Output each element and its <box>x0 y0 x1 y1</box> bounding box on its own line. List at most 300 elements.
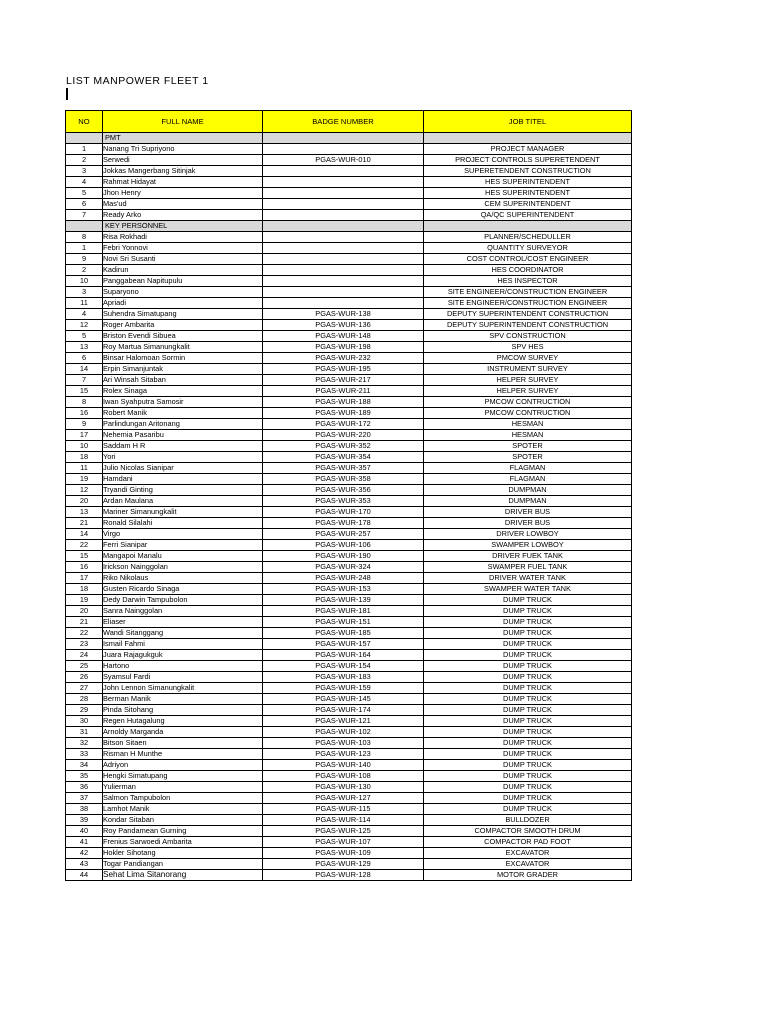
header-row <box>66 111 632 133</box>
table-row <box>66 672 632 683</box>
table-row <box>66 595 632 606</box>
row-full-name: Iwan Syahputra Samosir <box>103 397 263 408</box>
row-job-title: DUMP TRUCK <box>424 617 632 628</box>
row-badge-number: PGAS-WUR-107 <box>263 837 424 848</box>
row-full-name: Mas'ud <box>103 199 263 210</box>
row-job-title: DUMP TRUCK <box>424 628 632 639</box>
table-row <box>66 397 632 408</box>
row-no: 28 <box>66 694 103 705</box>
row-full-name: Sanra Nainggolan <box>103 606 263 617</box>
row-job-title: DUMP TRUCK <box>424 727 632 738</box>
row-job-title: HELPER SURVEY <box>424 386 632 397</box>
row-no: 36 <box>66 782 103 793</box>
table-row <box>66 628 632 639</box>
row-full-name: Suparyono <box>103 287 263 298</box>
row-badge-number: PGAS-WUR-232 <box>263 353 424 364</box>
row-badge-number <box>263 276 424 287</box>
table-row <box>66 485 632 496</box>
row-full-name: Regen Hutagalung <box>103 716 263 727</box>
table-row <box>66 870 632 881</box>
table-row <box>66 298 632 309</box>
row-full-name: Arnoldy Marganda <box>103 727 263 738</box>
row-job-title: DUMP TRUCK <box>424 705 632 716</box>
row-no: 19 <box>66 595 103 606</box>
row-badge-number: PGAS-WUR-159 <box>263 683 424 694</box>
row-full-name: Hokler Sihotang <box>103 848 263 859</box>
table-row <box>66 353 632 364</box>
row-no: 31 <box>66 727 103 738</box>
table-row <box>66 419 632 430</box>
row-no: 25 <box>66 661 103 672</box>
row-no: 5 <box>66 188 103 199</box>
row-no: 43 <box>66 859 103 870</box>
section-badge-cell <box>263 133 424 144</box>
row-full-name: Gusten Ricardo Sinaga <box>103 584 263 595</box>
row-full-name: Virgo <box>103 529 263 540</box>
row-full-name: Hartono <box>103 661 263 672</box>
row-no: 1 <box>66 243 103 254</box>
section-label: KEY PERSONNEL <box>103 221 263 232</box>
row-badge-number <box>263 199 424 210</box>
row-badge-number: PGAS-WUR-121 <box>263 716 424 727</box>
row-job-title: INSTRUMENT SURVEY <box>424 364 632 375</box>
table-row <box>66 716 632 727</box>
row-full-name: Irickson Nainggolan <box>103 562 263 573</box>
row-job-title: DUMP TRUCK <box>424 793 632 804</box>
table-row <box>66 463 632 474</box>
table-row <box>66 320 632 331</box>
row-job-title: DUMP TRUCK <box>424 650 632 661</box>
row-no: 9 <box>66 419 103 430</box>
row-badge-number: PGAS-WUR-157 <box>263 639 424 650</box>
table-body <box>66 133 632 881</box>
row-badge-number: PGAS-WUR-153 <box>263 584 424 595</box>
row-badge-number: PGAS-WUR-140 <box>263 760 424 771</box>
row-no: 1 <box>66 144 103 155</box>
row-no: 13 <box>66 342 103 353</box>
row-no: 18 <box>66 584 103 595</box>
row-job-title: DUMP TRUCK <box>424 804 632 815</box>
row-full-name: Syamsul Fardi <box>103 672 263 683</box>
row-job-title: DRIVER BUS <box>424 507 632 518</box>
row-badge-number: PGAS-WUR-178 <box>263 518 424 529</box>
row-no: 16 <box>66 408 103 419</box>
row-full-name: Panggabean Napitupulu <box>103 276 263 287</box>
row-badge-number: PGAS-WUR-115 <box>263 804 424 815</box>
row-full-name: John Lennon Simanungkalit <box>103 683 263 694</box>
row-job-title: SITE ENGINEER/CONSTRUCTION ENGINEER <box>424 298 632 309</box>
row-no: 9 <box>66 254 103 265</box>
row-badge-number: PGAS-WUR-211 <box>263 386 424 397</box>
row-job-title: EXCAVATOR <box>424 859 632 870</box>
row-no: 2 <box>66 265 103 276</box>
row-job-title: COMPACTOR PAD FOOT <box>424 837 632 848</box>
row-full-name: Eliaser <box>103 617 263 628</box>
row-badge-number <box>263 188 424 199</box>
row-badge-number <box>263 243 424 254</box>
table-row <box>66 661 632 672</box>
row-badge-number: PGAS-WUR-354 <box>263 452 424 463</box>
row-job-title: SITE ENGINEER/CONSTRUCTION ENGINEER <box>424 287 632 298</box>
row-full-name: Serwedi <box>103 155 263 166</box>
table-row <box>66 540 632 551</box>
row-badge-number <box>263 210 424 221</box>
row-no: 17 <box>66 430 103 441</box>
row-badge-number: PGAS-WUR-164 <box>263 650 424 661</box>
table-row <box>66 727 632 738</box>
table-row <box>66 408 632 419</box>
table-row <box>66 639 632 650</box>
table-row <box>66 837 632 848</box>
row-full-name: Ready Arko <box>103 210 263 221</box>
row-job-title: PLANNER/SCHEDULLER <box>424 232 632 243</box>
section-job-cell <box>424 221 632 232</box>
row-no: 11 <box>66 298 103 309</box>
row-no: 24 <box>66 650 103 661</box>
row-job-title: HES SUPERINTENDENT <box>424 188 632 199</box>
row-no: 12 <box>66 485 103 496</box>
table-row <box>66 793 632 804</box>
row-full-name: Roy Pandamean Gurning <box>103 826 263 837</box>
row-no: 20 <box>66 496 103 507</box>
row-no: 4 <box>66 177 103 188</box>
row-job-title: HELPER SURVEY <box>424 375 632 386</box>
row-full-name: Jhon Henry <box>103 188 263 199</box>
row-job-title: DUMP TRUCK <box>424 639 632 650</box>
row-job-title: HES COORDINATOR <box>424 265 632 276</box>
row-full-name: Kondar Sitaban <box>103 815 263 826</box>
row-job-title: FLAGMAN <box>424 463 632 474</box>
table-row <box>66 210 632 221</box>
table-row <box>66 232 632 243</box>
row-full-name: Jokkas Mangerbang Sitinjak <box>103 166 263 177</box>
row-badge-number: PGAS-WUR-129 <box>263 859 424 870</box>
row-full-name: Risman H Munthe <box>103 749 263 760</box>
row-no: 2 <box>66 155 103 166</box>
table-row <box>66 144 632 155</box>
row-badge-number: PGAS-WUR-010 <box>263 155 424 166</box>
row-no: 10 <box>66 276 103 287</box>
row-full-name: Riko Nikolaus <box>103 573 263 584</box>
row-no: 5 <box>66 331 103 342</box>
row-badge-number: PGAS-WUR-183 <box>263 672 424 683</box>
row-full-name: Wandi Sitanggang <box>103 628 263 639</box>
row-job-title: DUMP TRUCK <box>424 606 632 617</box>
row-no: 39 <box>66 815 103 826</box>
row-badge-number: PGAS-WUR-108 <box>263 771 424 782</box>
row-job-title: SPOTER <box>424 452 632 463</box>
table-row <box>66 496 632 507</box>
row-job-title: HESMAN <box>424 419 632 430</box>
row-no: 44 <box>66 870 103 881</box>
table-row <box>66 177 632 188</box>
row-job-title: DUMPMAN <box>424 485 632 496</box>
row-full-name: Pinda Sitohang <box>103 705 263 716</box>
row-no: 10 <box>66 441 103 452</box>
row-no: 22 <box>66 628 103 639</box>
row-job-title: SWAMPER FUEL TANK <box>424 562 632 573</box>
row-full-name: Roy Martua Simanungkalit <box>103 342 263 353</box>
row-job-title: DUMP TRUCK <box>424 683 632 694</box>
row-badge-number <box>263 287 424 298</box>
row-badge-number: PGAS-WUR-188 <box>263 397 424 408</box>
row-no: 41 <box>66 837 103 848</box>
row-badge-number: PGAS-WUR-145 <box>263 694 424 705</box>
row-badge-number: PGAS-WUR-102 <box>263 727 424 738</box>
row-job-title: DUMP TRUCK <box>424 716 632 727</box>
row-no: 15 <box>66 386 103 397</box>
row-job-title: DUMP TRUCK <box>424 694 632 705</box>
table-row <box>66 804 632 815</box>
row-job-title: DUMP TRUCK <box>424 771 632 782</box>
table-row <box>66 683 632 694</box>
row-badge-number: PGAS-WUR-357 <box>263 463 424 474</box>
table-row <box>66 771 632 782</box>
row-badge-number: PGAS-WUR-358 <box>263 474 424 485</box>
row-full-name: Rolex Sinaga <box>103 386 263 397</box>
row-no: 3 <box>66 166 103 177</box>
table-row <box>66 738 632 749</box>
text-cursor <box>66 88 68 100</box>
row-full-name: Hengki Simatupang <box>103 771 263 782</box>
section-job-cell <box>424 133 632 144</box>
row-no: 29 <box>66 705 103 716</box>
table-row <box>66 199 632 210</box>
row-full-name: Nehemia Pasaribu <box>103 430 263 441</box>
row-job-title: PMCOW CONTRUCTION <box>424 408 632 419</box>
table-row <box>66 243 632 254</box>
row-no: 16 <box>66 562 103 573</box>
row-no: 40 <box>66 826 103 837</box>
row-job-title: DUMP TRUCK <box>424 738 632 749</box>
row-badge-number: PGAS-WUR-151 <box>263 617 424 628</box>
row-job-title: DUMP TRUCK <box>424 760 632 771</box>
row-full-name: Erpin Simanjuntak <box>103 364 263 375</box>
row-badge-number: PGAS-WUR-154 <box>263 661 424 672</box>
table-row <box>66 650 632 661</box>
row-no: 32 <box>66 738 103 749</box>
row-badge-number <box>263 232 424 243</box>
row-no: 21 <box>66 518 103 529</box>
row-no: 21 <box>66 617 103 628</box>
row-full-name: Rahmat Hidayat <box>103 177 263 188</box>
table-row <box>66 375 632 386</box>
row-job-title: DRIVER FUEK TANK <box>424 551 632 562</box>
table-row <box>66 254 632 265</box>
row-job-title: HESMAN <box>424 430 632 441</box>
row-full-name: Yulierman <box>103 782 263 793</box>
row-badge-number: PGAS-WUR-128 <box>263 870 424 881</box>
row-full-name: Binsar Halomoan Sormin <box>103 353 263 364</box>
row-full-name: Togar Pandiangan <box>103 859 263 870</box>
row-badge-number <box>263 144 424 155</box>
row-badge-number: PGAS-WUR-356 <box>263 485 424 496</box>
row-job-title: PMCOW CONTRUCTION <box>424 397 632 408</box>
row-badge-number: PGAS-WUR-257 <box>263 529 424 540</box>
row-no: 38 <box>66 804 103 815</box>
table-row <box>66 694 632 705</box>
row-no: 14 <box>66 529 103 540</box>
table-row <box>66 551 632 562</box>
table-row <box>66 782 632 793</box>
row-badge-number: PGAS-WUR-353 <box>263 496 424 507</box>
section-no-cell <box>66 221 103 232</box>
row-no: 11 <box>66 463 103 474</box>
table-row <box>66 826 632 837</box>
row-full-name: Ardan Maulana <box>103 496 263 507</box>
row-badge-number: PGAS-WUR-114 <box>263 815 424 826</box>
row-job-title: DRIVER BUS <box>424 518 632 529</box>
row-job-title: DUMP TRUCK <box>424 661 632 672</box>
row-job-title: FLAGMAN <box>424 474 632 485</box>
row-job-title: DRIVER LOWBOY <box>424 529 632 540</box>
table-row <box>66 529 632 540</box>
row-no: 6 <box>66 353 103 364</box>
table-row <box>66 342 632 353</box>
row-job-title: DRIVER WATER TANK <box>424 573 632 584</box>
table-row <box>66 859 632 870</box>
row-badge-number: PGAS-WUR-139 <box>263 595 424 606</box>
row-full-name: Roger Ambarita <box>103 320 263 331</box>
row-badge-number: PGAS-WUR-248 <box>263 573 424 584</box>
table-row <box>66 309 632 320</box>
row-full-name: Tryandi Ginting <box>103 485 263 496</box>
table-row <box>66 155 632 166</box>
row-no: 6 <box>66 199 103 210</box>
row-job-title: COMPACTOR SMOOTH DRUM <box>424 826 632 837</box>
table-row <box>66 617 632 628</box>
table-row <box>66 276 632 287</box>
row-badge-number: PGAS-WUR-352 <box>263 441 424 452</box>
row-job-title: CEM SUPERINTENDENT <box>424 199 632 210</box>
row-job-title: HES SUPERINTENDENT <box>424 177 632 188</box>
row-job-title: SPV CONSTRUCTION <box>424 331 632 342</box>
row-no: 33 <box>66 749 103 760</box>
page-title: LIST MANPOWER FLEET 1 <box>66 75 209 87</box>
row-no: 7 <box>66 375 103 386</box>
table-row <box>66 452 632 463</box>
row-full-name: Lamhot Manik <box>103 804 263 815</box>
row-full-name: Apriadi <box>103 298 263 309</box>
table-row <box>66 606 632 617</box>
row-full-name: Sehat Lima Sitanorang <box>103 870 263 881</box>
row-full-name: Saddam H R <box>103 441 263 452</box>
row-full-name: Adriyon <box>103 760 263 771</box>
manpower-table <box>65 110 632 881</box>
row-job-title: COST CONTROL/COST ENGINEER <box>424 254 632 265</box>
row-full-name: Nanang Tri Supriyono <box>103 144 263 155</box>
row-badge-number <box>263 265 424 276</box>
row-badge-number: PGAS-WUR-174 <box>263 705 424 716</box>
row-badge-number: PGAS-WUR-136 <box>263 320 424 331</box>
row-job-title: PROJECT CONTROLS SUPERETENDENT <box>424 155 632 166</box>
row-job-title: EXCAVATOR <box>424 848 632 859</box>
table-row <box>66 749 632 760</box>
table-row <box>66 287 632 298</box>
row-no: 27 <box>66 683 103 694</box>
row-no: 34 <box>66 760 103 771</box>
table-row <box>66 848 632 859</box>
row-badge-number: PGAS-WUR-190 <box>263 551 424 562</box>
row-no: 13 <box>66 507 103 518</box>
row-badge-number <box>263 177 424 188</box>
row-badge-number: PGAS-WUR-170 <box>263 507 424 518</box>
row-badge-number: PGAS-WUR-189 <box>263 408 424 419</box>
table-row <box>66 364 632 375</box>
section-badge-cell <box>263 221 424 232</box>
table-row <box>66 584 632 595</box>
row-full-name: Ferri Sianipar <box>103 540 263 551</box>
row-no: 42 <box>66 848 103 859</box>
table-row <box>66 331 632 342</box>
row-job-title: SWAMPER LOWBOY <box>424 540 632 551</box>
table-row <box>66 166 632 177</box>
row-job-title: SWAMPER WATER TANK <box>424 584 632 595</box>
row-job-title: SPOTER <box>424 441 632 452</box>
header-no: NO <box>66 111 103 133</box>
section-label: PMT <box>103 133 263 144</box>
row-full-name: Dedy Darwin Tampubolon <box>103 595 263 606</box>
row-full-name: Berman Manik <box>103 694 263 705</box>
row-full-name: Frenius Sarwoedi Ambarita <box>103 837 263 848</box>
row-no: 4 <box>66 309 103 320</box>
row-full-name: Bitson Sitaen <box>103 738 263 749</box>
row-full-name: Suhendra Simatupang <box>103 309 263 320</box>
header-badge-number: BADGE NUMBER <box>263 111 424 133</box>
row-no: 23 <box>66 639 103 650</box>
row-badge-number: PGAS-WUR-106 <box>263 540 424 551</box>
row-job-title: PROJECT MANAGER <box>424 144 632 155</box>
table-row <box>66 518 632 529</box>
row-full-name: Parlindungan Aritonang <box>103 419 263 430</box>
table-row <box>66 705 632 716</box>
row-no: 35 <box>66 771 103 782</box>
section-row <box>66 133 632 144</box>
row-no: 26 <box>66 672 103 683</box>
row-job-title: DUMP TRUCK <box>424 782 632 793</box>
row-full-name: Mariner Simanungkalit <box>103 507 263 518</box>
table-row <box>66 430 632 441</box>
row-no: 8 <box>66 397 103 408</box>
row-no: 20 <box>66 606 103 617</box>
row-badge-number <box>263 298 424 309</box>
row-badge-number: PGAS-WUR-148 <box>263 331 424 342</box>
row-full-name: Kadirun <box>103 265 263 276</box>
row-badge-number: PGAS-WUR-172 <box>263 419 424 430</box>
row-no: 7 <box>66 210 103 221</box>
row-job-title: BULLDOZER <box>424 815 632 826</box>
row-job-title: PMCOW SURVEY <box>424 353 632 364</box>
row-no: 22 <box>66 540 103 551</box>
row-badge-number: PGAS-WUR-138 <box>263 309 424 320</box>
row-badge-number <box>263 254 424 265</box>
row-no: 19 <box>66 474 103 485</box>
table-row <box>66 815 632 826</box>
table-row <box>66 760 632 771</box>
row-badge-number: PGAS-WUR-195 <box>263 364 424 375</box>
table-row <box>66 265 632 276</box>
row-no: 8 <box>66 232 103 243</box>
row-job-title: DEPUTY SUPERINTENDENT CONSTRUCTION <box>424 309 632 320</box>
table-row <box>66 507 632 518</box>
table-row <box>66 562 632 573</box>
row-no: 18 <box>66 452 103 463</box>
table-row <box>66 573 632 584</box>
row-badge-number: PGAS-WUR-185 <box>263 628 424 639</box>
row-full-name: Robert Manik <box>103 408 263 419</box>
row-full-name: Mangapoi Manalu <box>103 551 263 562</box>
row-badge-number: PGAS-WUR-181 <box>263 606 424 617</box>
